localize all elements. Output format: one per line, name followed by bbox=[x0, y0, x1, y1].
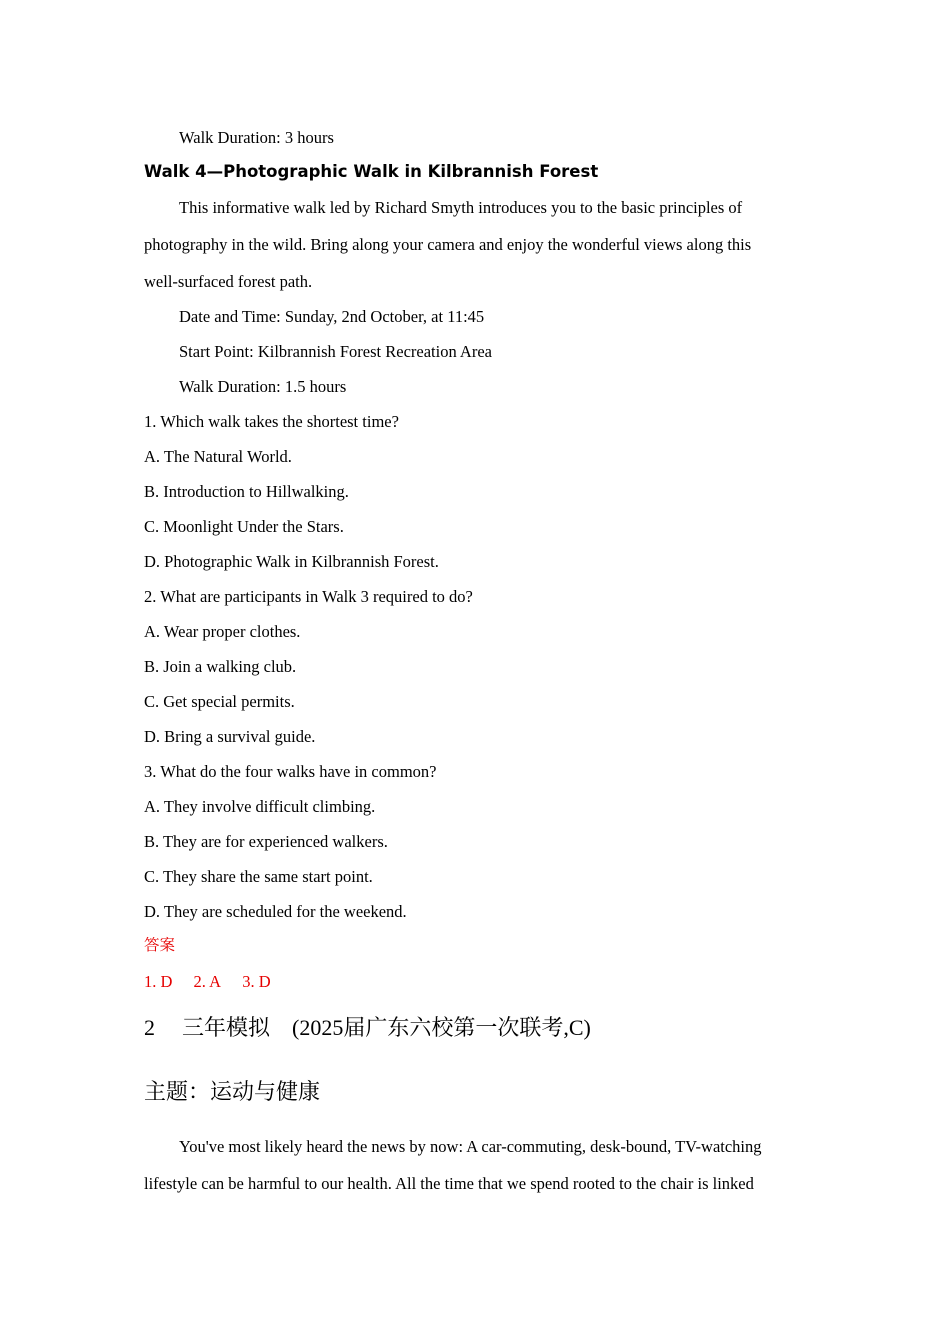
walk4-start-point: Start Point: Kilbrannish Forest Recreation Area bbox=[179, 342, 492, 361]
question-option: C. Get special permits. bbox=[144, 692, 295, 711]
answer-item: 1. D bbox=[144, 972, 173, 991]
question-option: D. Photographic Walk in Kilbrannish Forest. bbox=[144, 552, 439, 571]
question-stem: 2. What are participants in Walk 3 required to do? bbox=[144, 587, 473, 606]
walk4-heading: Walk 4—Photographic Walk in Kilbrannish Forest bbox=[144, 162, 599, 181]
question-stem: 3. What do the four walks have in common? bbox=[144, 762, 437, 781]
question-stem: 1. Which walk takes the shortest time? bbox=[144, 412, 399, 431]
answer-label: 答案 bbox=[144, 936, 176, 954]
answer-item: 3. D bbox=[242, 972, 271, 991]
question-option: B. They are for experienced walkers. bbox=[144, 832, 388, 851]
question-option: C. They share the same start point. bbox=[144, 867, 373, 886]
section-source: (2025届广东六校第一次联考,C) bbox=[292, 1015, 591, 1040]
question-option: A. Wear proper clothes. bbox=[144, 622, 301, 641]
passage-line: You've most likely heard the news by now: A car-commuting, desk-bound, TV-watching bbox=[179, 1137, 762, 1156]
walk4-body-line: well-surfaced forest path. bbox=[144, 272, 313, 291]
question-option: B. Introduction to Hillwalking. bbox=[144, 482, 349, 501]
answer-list bbox=[144, 972, 288, 992]
walk4-body-line: This informative walk led by Richard Smyth introduces you to the basic principles of bbox=[179, 198, 743, 217]
theme-heading: 主题：运动与健康 bbox=[144, 1080, 321, 1105]
section-number: 2 bbox=[144, 1015, 155, 1040]
question-option: A. The Natural World. bbox=[144, 447, 292, 466]
question-option: C. Moonlight Under the Stars. bbox=[144, 517, 344, 536]
section-heading bbox=[144, 1014, 591, 1043]
passage-line: lifestyle can be harmful to our health. All the time that we spend rooted to the chair is linked bbox=[144, 1174, 754, 1193]
walk4-date-time: Date and Time: Sunday, 2nd October, at 11:45 bbox=[179, 307, 485, 326]
question-option: D. They are scheduled for the weekend. bbox=[144, 902, 407, 921]
question-option: D. Bring a survival guide. bbox=[144, 727, 316, 746]
question-option: B. Join a walking club. bbox=[144, 657, 297, 676]
walk4-body-line: photography in the wild. Bring along your camera and enjoy the wonderful views along this bbox=[144, 235, 752, 254]
section-title: 三年模拟 bbox=[182, 1016, 271, 1041]
question-option: A. They involve difficult climbing. bbox=[144, 797, 376, 816]
walk4-duration: Walk Duration: 1.5 hours bbox=[179, 377, 347, 396]
walk3-duration: Walk Duration: 3 hours bbox=[179, 128, 334, 147]
answer-item: 2. A bbox=[193, 972, 222, 991]
